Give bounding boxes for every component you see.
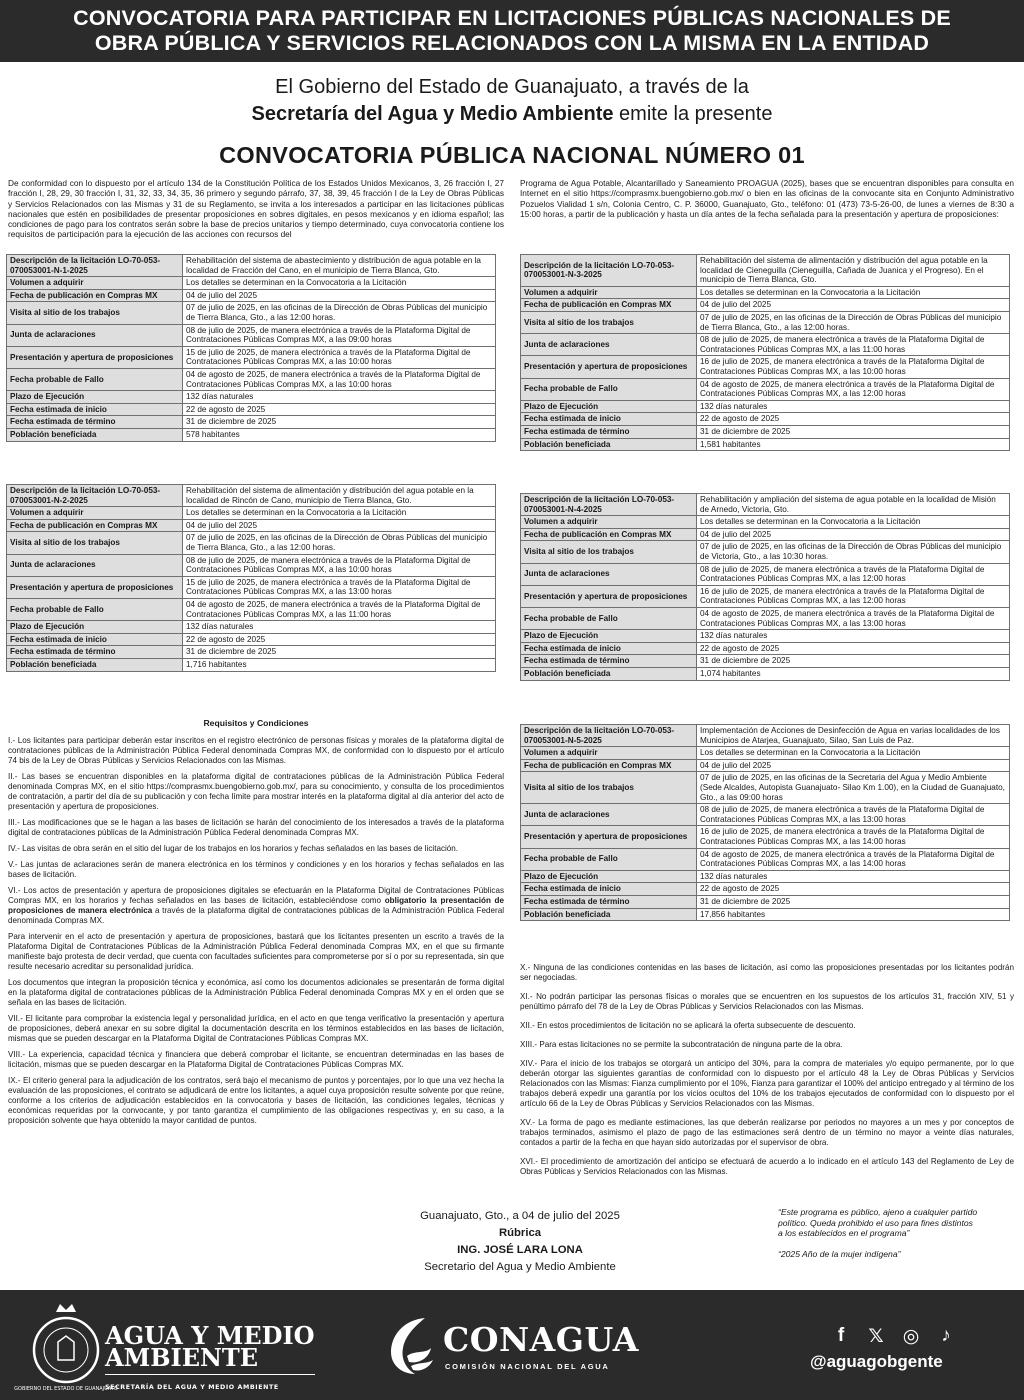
requirement-item: VI.- Los actos de presentación y apertura de proposiciones digitales se efectuarán en la Plataforma Digital de Contrataciones Públicas Compras MX, en los horarios y fechas señalados en las bases de licitación, estableciéndose como obligatorio la presentación de proposiciones de manera electrónica a través de la plataforma digital de contrataciones públicas de la Administración Pública Federal denominada Compras MX.: [8, 886, 504, 925]
row-label: Volumen a adquirir: [521, 516, 697, 529]
requirement-item: XII.- En estos procedimientos de licitación no se aplicará la oferta subsecuente de descuento.: [520, 1021, 856, 1030]
requirement-item: IV.- Las visitas de obra serán en el sitio del lugar de los trabajos en los horarios y fechas señalados en las bases de licitación.: [8, 844, 459, 853]
requirement-item: Los documentos que integran la proposición técnica y económica, así como los documentos adicionales se presentarán de forma digital en la plataforma digital de contrataciones públicas de la Administración Pública Federal denominada Compras MX y en el orden que se señala en las bases de licitación.: [8, 978, 504, 1007]
signature-place-date: Guanajuato, Gto., a 04 de julio del 2025: [420, 1210, 620, 1222]
row-label: Fecha estimada de término: [521, 895, 697, 908]
row-value: Los detalles se determinan en la Convocatoria a la Licitación: [183, 507, 496, 520]
table-row: [521, 667, 1010, 680]
intro-line-2: [0, 101, 1024, 128]
row-label: Fecha probable de Fallo: [7, 368, 183, 390]
row-label: Plazo de Ejecución: [7, 391, 183, 404]
seal-text: GOBIERNO DEL ESTADO DE GUANAJUATO: [14, 1386, 118, 1392]
table-row: [7, 532, 496, 554]
row-value: 04 de agosto de 2025, de manera electrónica a través de la Plataforma Digital de Contrataciones Públicas Compras MX, a las 10:00 horas: [183, 368, 496, 390]
row-label: Presentación y apertura de proposiciones: [7, 346, 183, 368]
header-line-2: OBRA PÚBLICA Y SERVICIOS RELACIONADOS CON LA MISMA EN LA ENTIDAD: [94, 31, 930, 55]
row-value: 07 de julio de 2025, en las oficinas de la Dirección de Obras Públicas del municipio de Victoria, Gto., a las 10:30 horas.: [697, 541, 1010, 563]
table-row: [7, 368, 496, 390]
row-value: 08 de julio de 2025, de manera electrónica a través de la Plataforma Digital de Contrataciones Públicas Compras MX, a las 10:00 horas: [183, 554, 496, 576]
row-label: Fecha estimada de término: [7, 416, 183, 429]
row-value: 31 de diciembre de 2025: [697, 895, 1010, 908]
row-label: Volumen a adquirir: [521, 747, 697, 760]
row-label: Presentación y apertura de proposiciones: [521, 356, 697, 378]
conagua-subtitle: COMISIÓN NACIONAL DEL AGUA: [445, 1362, 610, 1371]
table-row: [7, 346, 496, 368]
requirement-item: Para intervenir en el acto de presentación y apertura de proposiciones, bastará que los licitantes presenten un escrito a través de la Plataforma Digital de Contrataciones Públicas de la Administración Pública Federal denominada Compras MX, en el que su firmante manifieste bajo protesta de decir verdad, que cuenta con facultades suficientes para comprometerse por sí o por su representada, sin que resulte necesario acreditar su personalidad jurídica.: [8, 932, 504, 971]
requirement-item: I.- Los licitantes para participar deberán estar inscritos en el registro electrónico de personas físicas y morales de la plataforma digital de contrataciones públicas de la Administración Pública Federal denominada Compras MX, de conformidad con lo dispuesto por el artículo 74 bis de la Ley de Obras Públicas y Servicios Relacionados con las Mismas.: [8, 736, 504, 765]
row-value: 04 de julio del 2025: [183, 289, 496, 302]
row-value: Los detalles se determinan en la Convocatoria a la Licitación: [183, 277, 496, 290]
row-label: Presentación y apertura de proposiciones: [521, 585, 697, 607]
row-label: Descripción de la licitación LO-70-053-070053001-N-3-2025: [521, 255, 697, 287]
signature-name: ING. JOSÉ LARA LONA: [457, 1244, 583, 1256]
row-value: 22 de agosto de 2025: [697, 413, 1010, 426]
row-value: 04 de julio del 2025: [697, 528, 1010, 541]
table-row: [521, 563, 1010, 585]
row-label: Visita al sitio de los trabajos: [521, 311, 697, 333]
table-row: [521, 400, 1010, 413]
row-value: 04 de agosto de 2025, de manera electrónica a través de la Plataforma Digital de Contrataciones Públicas Compras MX, a las 12:00 horas: [697, 378, 1010, 400]
row-label: Fecha probable de Fallo: [521, 607, 697, 629]
table-row: [521, 895, 1010, 908]
table-row: [7, 324, 496, 346]
table-row: [521, 311, 1010, 333]
row-value: 31 de diciembre de 2025: [697, 425, 1010, 438]
table-row: [521, 438, 1010, 451]
table-row: [7, 576, 496, 598]
row-value: 578 habitantes: [183, 428, 496, 441]
table-row: [521, 630, 1010, 643]
table-row: [521, 759, 1010, 772]
table-row: [521, 642, 1010, 655]
signature-block: [370, 1208, 670, 1276]
table-row: [7, 485, 496, 507]
table-row: [521, 255, 1010, 287]
intro-heading: [0, 74, 1024, 128]
row-label: Visita al sitio de los trabajos: [7, 302, 183, 324]
row-value: 07 de julio de 2025, en las oficinas de la Dirección de Obras Públicas del municipio de Tierra Blanca, Gto., a las 12:00 horas.: [183, 532, 496, 554]
row-label: Fecha de publicación en Compras MX: [521, 528, 697, 541]
row-value: 16 de julio de 2025, de manera electrónica a través de la Plataforma Digital de Contrataciones Públicas Compras MX, a las 10:00 horas: [697, 356, 1010, 378]
row-value: Rehabilitación del sistema de alimentación y distribución del agua potable en la localidad de Rincón de Cano, municipio de Tierra Blanca, Gto.: [183, 485, 496, 507]
x-icon[interactable]: 𝕏: [868, 1326, 884, 1347]
facebook-icon[interactable]: f: [837, 1325, 845, 1346]
convocatoria-title: CONVOCATORIA PÚBLICA NACIONAL NÚMERO 01: [219, 142, 805, 168]
table-row: [7, 633, 496, 646]
row-label: Plazo de Ejecución: [521, 870, 697, 883]
row-value: Rehabilitación del sistema de alimentación y distribución del agua potable en la localidad de Cieneguilla (Cieneguilla, Cañada de Juanica y el Progreso). En el municipio de Tierra Blanca, Gto.: [697, 255, 1010, 287]
row-label: Fecha de publicación en Compras MX: [7, 289, 183, 302]
row-value: 132 días naturales: [697, 870, 1010, 883]
row-value: Los detalles se determinan en la Convocatoria a la Licitación: [697, 286, 1010, 299]
table-row: [7, 428, 496, 441]
row-value: 17,856 habitantes: [697, 908, 1010, 921]
row-label: Fecha estimada de inicio: [521, 883, 697, 896]
row-value: 22 de agosto de 2025: [183, 633, 496, 646]
header-line-1: CONVOCATORIA PARA PARTICIPAR EN LICITACIONES PÚBLICAS NACIONALES DE: [73, 6, 951, 30]
row-label: Población beneficiada: [521, 438, 697, 451]
table-row: [521, 334, 1010, 356]
agua-medio-ambiente-logo: [105, 1321, 315, 1399]
requirement-item: X.- Ninguna de las condiciones contenidas en las bases de licitación, así como las proposiciones presentadas por los licitantes podrán ser negociadas.: [520, 963, 1014, 982]
row-value: 04 de julio del 2025: [183, 519, 496, 532]
table-row: [521, 378, 1010, 400]
table-row: [521, 585, 1010, 607]
licitacion-table-5: [520, 724, 1010, 921]
row-label: Plazo de Ejecución: [7, 621, 183, 634]
row-value: 31 de diciembre de 2025: [697, 655, 1010, 668]
row-value: 132 días naturales: [697, 400, 1010, 413]
table-row: [521, 494, 1010, 516]
row-label: Fecha estimada de término: [7, 646, 183, 659]
row-value: 08 de julio de 2025, de manera electrónica a través de la Plataforma Digital de Contrataciones Públicas Compras MX, a las 12:00 horas: [697, 563, 1010, 585]
table-row: [7, 507, 496, 520]
requirements-right: [520, 963, 1014, 1186]
row-label: Volumen a adquirir: [521, 286, 697, 299]
row-label: Fecha estimada de inicio: [7, 403, 183, 416]
requirements-title: Requisitos y Condiciones: [203, 718, 309, 728]
row-label: Presentación y apertura de proposiciones: [7, 576, 183, 598]
table-row: [7, 403, 496, 416]
table-row: [7, 554, 496, 576]
table-row: [521, 299, 1010, 312]
table-row: [521, 286, 1010, 299]
table-row: [7, 519, 496, 532]
row-label: Población beneficiada: [7, 428, 183, 441]
row-label: Junta de aclaraciones: [521, 334, 697, 356]
table-row: [7, 598, 496, 620]
row-value: 04 de agosto de 2025, de manera electrónica a través de la Plataforma Digital de Contrataciones Públicas Compras MX, a las 13:00 horas: [697, 607, 1010, 629]
requirement-item: II.- Las bases se encuentran disponibles en la plataforma digital de contrataciones públicas de la Administración Pública Federal denominada Compras MX, en el sitio https://comprasmx.buengobierno.gob.mx/, para su conocimiento, y consulta de los procedimientos de contratación, a partir del día de su publicación y con fecha límite para mostrar interés en la plataforma digital al día anterior del acto de presentación y apertura de proposiciones.: [8, 772, 504, 811]
licitacion-table-3: [520, 254, 1010, 451]
row-label: Descripción de la licitación LO-70-053-070053001-N-1-2025: [7, 255, 183, 277]
row-label: Fecha estimada de término: [521, 425, 697, 438]
row-value: 08 de julio de 2025, de manera electrónica a través de la Plataforma Digital de Contrataciones Públicas Compras MX, a las 11:00 horas: [697, 334, 1010, 356]
table-row: [521, 425, 1010, 438]
row-value: Los detalles se determinan en la Convocatoria a la Licitación: [697, 747, 1010, 760]
row-value: 22 de agosto de 2025: [183, 403, 496, 416]
table-row: [521, 883, 1010, 896]
row-value: 07 de julio de 2025, en las oficinas de la Dirección de Obras Públicas del municipio de Tierra Blanca, Gto., a las 12:00 horas.: [183, 302, 496, 324]
social-links: [830, 1325, 957, 1348]
row-value: Implementación de Acciones de Desinfección de Agua en varias localidades de los Municipios de Atarjea, Guanajuato, Silao, San Luis de Paz.: [697, 725, 1010, 747]
row-label: Fecha probable de Fallo: [521, 378, 697, 400]
row-value: 31 de diciembre de 2025: [183, 646, 496, 659]
conagua-wordmark: CONAGUA: [443, 1320, 639, 1359]
row-value: 1,074 habitantes: [697, 667, 1010, 680]
row-value: 1,581 habitantes: [697, 438, 1010, 451]
requirement-item: XIV.- Para el inicio de los trabajos se otorgará un anticipo del 30%, para la compra de materiales y/o equipo permanente, por lo que deberán otorgar las siguientes garantías de conformidad con lo dispuesto por el artículo 48 la Ley de Obras Públicas y Servicios Relacionados con las Mismas: Fianza cumplimiento por el 10%, Fianza para garantizar el 100% del anticipo entregado y al término de los trabajos deberá expedir una garantía por los vicios ocultos del 10% de los trabajos ejecutados de conformidad con lo dispuesto por el artículo 66 de la Ley de Obras Públicas y Servicios Relacionados con las Mismas.: [520, 1059, 1014, 1108]
table-row: [521, 541, 1010, 563]
table-row: [521, 356, 1010, 378]
table-row: [521, 908, 1010, 921]
table-row: [7, 621, 496, 634]
requirement-item: III.- Las modificaciones que se le hagan a las bases de licitación se harán del conocimiento de los interesados a través de la plataforma digital de contrataciones públicas de la Administración Pública Federal denominada Compras MX.: [8, 818, 504, 837]
requirement-item: XIII.- Para estas licitaciones no se permite la subcontratación de ninguna parte de la obra.: [520, 1040, 843, 1049]
table-row: [7, 277, 496, 290]
row-value: 04 de julio del 2025: [697, 759, 1010, 772]
row-value: 08 de julio de 2025, de manera electrónica a través de la Plataforma Digital de Contrataciones Públicas Compras MX, a las 09:00 horas: [183, 324, 496, 346]
row-value: 1,716 habitantes: [183, 658, 496, 671]
table-row: [7, 646, 496, 659]
requirement-item: IX.- El criterio general para la adjudicación de los contratos, será bajo el mecanismo de puntos y porcentajes, por lo que una vez hecha la evaluación de las proposiciones, el contrato se adjudicará de entre los licitantes, a aquel cuya proposición resulte solvente por que reúne, conforme a los criterios de adjudicación establecidos en la convocatoria y bases de licitación, las condiciones legales, técnicas y económicas requeridas por la convocante, y por tanto garantiza el cumplimiento de las obligaciones respectivas y, en su caso, a la proposición solvente que haya obtenido la mayor cantidad de puntos.: [8, 1076, 504, 1125]
row-label: Junta de aclaraciones: [521, 563, 697, 585]
row-label: Fecha estimada de inicio: [521, 413, 697, 426]
row-label: Fecha probable de Fallo: [7, 598, 183, 620]
table-row: [521, 804, 1010, 826]
row-label: Volumen a adquirir: [7, 277, 183, 290]
row-value: 132 días naturales: [183, 621, 496, 634]
social-handle[interactable]: @aguagobgente: [810, 1352, 943, 1371]
row-value: 04 de agosto de 2025, de manera electrónica a través de la Plataforma Digital de Contrataciones Públicas Compras MX, a las 14:00 horas: [697, 848, 1010, 870]
table-row: [521, 516, 1010, 529]
row-label: Plazo de Ejecución: [521, 630, 697, 643]
table-row: [521, 413, 1010, 426]
requirement-item: VIII.- La experiencia, capacidad técnica y financiera que deberá comprobar el licitante, se encuentran determinadas en las bases de licitación, mismas que se pueden descargar en la Plataforma Digital de Contrataciones Públicas Compras MX.: [8, 1050, 504, 1069]
table-row: [521, 848, 1010, 870]
requirement-item: VII.- El licitante para comprobar la existencia legal y personalidad jurídica, en el acto en que tenga verificativo la presentación y apertura de proposiciones, deberá anexar en su sobre digital la documentación descrita en los términos establecidos en las bases de licitación, mismas que se pueden descargar en la Plataforma Digital de Contrataciones Públicas Compras MX.: [8, 1014, 504, 1043]
table-row: [521, 655, 1010, 668]
requirement-item: V.- Las juntas de aclaraciones serán de manera electrónica en los términos y condiciones y en los horarios y fechas señalados en las bases de licitación.: [8, 860, 504, 879]
table-row: [7, 255, 496, 277]
row-label: Junta de aclaraciones: [7, 324, 183, 346]
row-value: 15 de julio de 2025, de manera electrónica a través de la Plataforma Digital de Contrataciones Públicas Compras MX, a las 10:00 horas: [183, 346, 496, 368]
requirements-left: [8, 718, 504, 1132]
tiktok-icon[interactable]: ♪: [941, 1325, 951, 1346]
row-label: Volumen a adquirir: [7, 507, 183, 520]
table-row: [7, 658, 496, 671]
table-row: [521, 607, 1010, 629]
footer-bar: [0, 1290, 1024, 1400]
row-value: 07 de julio de 2025, en las oficinas de la Secretaria del Agua y Medio Ambiente (Sede Alcaldes, Autopista Guanajuato- Silao Km 1.00), en la Ciudad de Guanajuato, Gto., a las 09:00 horas: [697, 772, 1010, 804]
table-row: [521, 826, 1010, 848]
table-row: [521, 528, 1010, 541]
row-label: Junta de aclaraciones: [7, 554, 183, 576]
program-disclaimer: [778, 1207, 978, 1259]
requirement-item: XVI.- El procedimiento de amortización del anticipo se efectuará de acuerdo a lo indicado en el artículo 143 del Reglamento de Ley de Obras Públicas y Servicios Relacionados con las Mismas.: [520, 1157, 1014, 1176]
row-value: Rehabilitación del sistema de abastecimiento y distribución de agua potable en la localidad de Fracción del Cano, en el municipio de Tierra Blanca, Gto.: [183, 255, 496, 277]
row-value: 132 días naturales: [697, 630, 1010, 643]
row-label: Descripción de la licitación LO-70-053-070053001-N-4-2025: [521, 494, 697, 516]
row-label: Fecha estimada de inicio: [7, 633, 183, 646]
licitacion-table-2: [6, 484, 496, 672]
row-label: Descripción de la licitación LO-70-053-070053001-N-2-2025: [7, 485, 183, 507]
row-label: Fecha de publicación en Compras MX: [521, 299, 697, 312]
row-label: Descripción de la licitación LO-70-053-070053001-N-5-2025: [521, 725, 697, 747]
row-value: Rehabilitación y ampliación del sistema de agua potable en la localidad de Misión de Arnedo, Victoria, Gto.: [697, 494, 1010, 516]
row-value: 132 días naturales: [183, 391, 496, 404]
table-row: [7, 416, 496, 429]
secretaria-name: Secretaría del Agua y Medio Ambiente: [251, 103, 614, 125]
signature-rubrica: Rúbrica: [498, 1227, 542, 1239]
header-banner: [0, 0, 1024, 62]
guanajuato-seal-icon: [14, 1300, 118, 1392]
brand1-line-1: AGUA Y MEDIO: [105, 1321, 315, 1350]
row-label: Fecha probable de Fallo: [521, 848, 697, 870]
conagua-logo-icon: [385, 1312, 437, 1378]
table-row: [7, 391, 496, 404]
row-label: Fecha estimada de término: [521, 655, 697, 668]
intro-line-2-rest: emite la presente: [613, 103, 773, 125]
table-row: [521, 747, 1010, 760]
row-label: Presentación y apertura de proposiciones: [521, 826, 697, 848]
brand1-subtitle: SECRETARÍA DEL AGUA Y MEDIO AMBIENTE: [105, 1374, 315, 1399]
row-value: 15 de julio de 2025, de manera electrónica a través de la Plataforma Digital de Contrataciones Públicas Compras MX, a las 13:00 horas: [183, 576, 496, 598]
row-label: Fecha estimada de inicio: [521, 642, 697, 655]
row-label: Visita al sitio de los trabajos: [521, 541, 697, 563]
row-value: 04 de agosto de 2025, de manera electrónica a través de la Plataforma Digital de Contrataciones Públicas Compras MX, a las 11:00 horas: [183, 598, 496, 620]
row-label: Visita al sitio de los trabajos: [521, 772, 697, 804]
row-label: Población beneficiada: [521, 908, 697, 921]
table-row: [7, 289, 496, 302]
table-row: [521, 725, 1010, 747]
requirement-item: XV.- La forma de pago es mediante estimaciones, las que deberán realizarse por periodos no mayores a un mes y por conceptos de trabajos terminados, asimismo el plazo de pago de las estimaciones será dentro de un término no mayor a veinte días naturales, contados a partir de la fecha en que hayan sido autorizadas por el supervisor de obra.: [520, 1118, 1014, 1147]
licitacion-table-1: [6, 254, 496, 442]
disclaimer-text: “Este programa es público, ajeno a cualquier partido político. Queda prohibido el uso para fines distintos a los establecidos en el programa”: [778, 1207, 978, 1239]
row-value: 07 de julio de 2025, en las oficinas de la Dirección de Obras Públicas del municipio de Tierra Blanca, Gto., a las 12:00 horas.: [697, 311, 1010, 333]
instagram-icon[interactable]: ◎: [902, 1326, 920, 1347]
row-label: Visita al sitio de los trabajos: [7, 532, 183, 554]
table-row: [7, 302, 496, 324]
brand1-line-2: AMBIENTE: [105, 1343, 259, 1372]
row-value: Los detalles se determinan en la Convocatoria a la Licitación: [697, 516, 1010, 529]
requirement-item: XI.- No podrán participar las personas físicas o morales que se encuentren en los supuestos de los artículos 31, fracción XIV, 51 y penúltimo párrafo del 78 de la Ley de Obras Públicas y Servicios Relacionados con las Mismas.: [520, 992, 1014, 1011]
row-value: 22 de agosto de 2025: [697, 642, 1010, 655]
row-label: Fecha de publicación en Compras MX: [7, 519, 183, 532]
row-value: 16 de julio de 2025, de manera electrónica a través de la Plataforma Digital de Contrataciones Públicas Compras MX, a las 14:00 horas: [697, 826, 1010, 848]
row-value: 22 de agosto de 2025: [697, 883, 1010, 896]
row-value: 16 de julio de 2025, de manera electrónica a través de la Plataforma Digital de Contrataciones Públicas Compras MX, a las 12:00 horas: [697, 585, 1010, 607]
row-value: 31 de diciembre de 2025: [183, 416, 496, 429]
table-row: [521, 870, 1010, 883]
row-value: 08 de julio de 2025, de manera electrónica a través de la Plataforma Digital de Contrataciones Públicas Compras MX, a las 13:00 horas: [697, 804, 1010, 826]
year-motto: “2025 Año de la mujer indígena”: [778, 1248, 901, 1259]
row-value: 04 de julio del 2025: [697, 299, 1010, 312]
row-label: Población beneficiada: [521, 667, 697, 680]
row-label: Junta de aclaraciones: [521, 804, 697, 826]
licitacion-table-4: [520, 493, 1010, 681]
signature-position: Secretario del Agua y Medio Ambiente: [424, 1261, 616, 1273]
intro-paragraph-right: Programa de Agua Potable, Alcantarillado y Saneamiento PROAGUA (2025), bases que se encuentran disponibles para consulta en Internet en el sitio https://comprasmx.buengobierno.gob.mx/ o bien en las oficinas de la convocante sita en Conjunto Administrativo Pozuelos Vialidad 1 s/n, Colonia Centro, C. P. 36000, Guanajuato, Gto., teléfono: 01 (473) 73-5-26-00, de lunes a viernes de 8:30 a 15:00 horas, a partir de la publicación y hasta un día antes de la fecha señalada para la presentación y apertura de proposiciones:: [520, 178, 1014, 219]
row-label: Población beneficiada: [7, 658, 183, 671]
row-label: Fecha de publicación en Compras MX: [521, 759, 697, 772]
row-label: Plazo de Ejecución: [521, 400, 697, 413]
intro-line-1: El Gobierno del Estado de Guanajuato, a través de la: [275, 76, 749, 98]
table-row: [521, 772, 1010, 804]
intro-paragraph-left: De conformidad con lo dispuesto por el artículo 134 de la Constitución Política de los Estados Unidos Mexicanos, 3, 26 fracción I, 27 fracción I, 28, 29, 30 fracción I, 31, 32, 33, 34, 35, 36 primero y segundo párrafo, 37, 38, 39, 45 fracción I de la Ley de Obras Públicas y Servicios Relacionados con las Mismas y 31 de su Reglamento, se invita a los interesados a participar en las licitaciones públicas nacionales que estén en posibilidades de presentar proposiciones en sobres digitales, en pesos mexicanos y en idioma español; las condiciones de pago para los contratos serán sobre la base de precios unitarios y tiempo determinado, cuya convocatoria contiene los requisitos de participación para la ejecución de las acciones con recursos del: [8, 178, 504, 240]
